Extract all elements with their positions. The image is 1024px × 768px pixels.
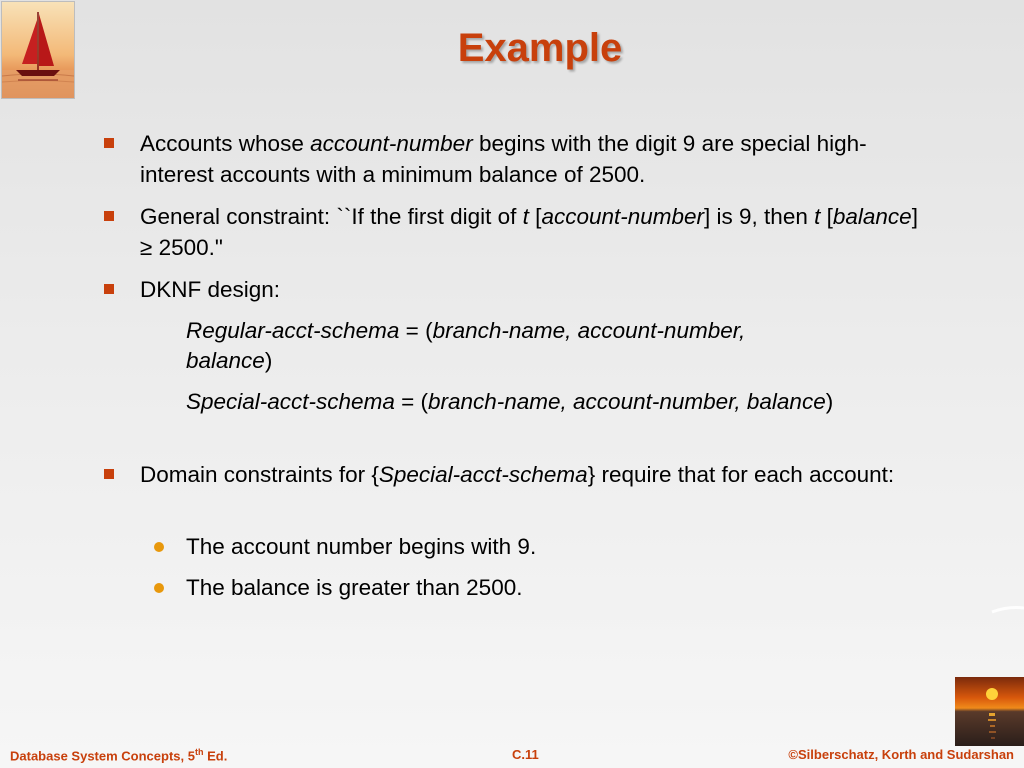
bullet-text: begins with the digit 9 are special high-interest accounts with a minimum balance of 2500. xyxy=(140,131,867,187)
bullet-text: Accounts whose xyxy=(140,131,311,156)
bullet-text: [ xyxy=(820,204,833,229)
schema-definition xyxy=(186,387,836,417)
bullet-text: Domain constraints for { xyxy=(140,462,379,487)
schema-name: Special-acct-schema xyxy=(186,389,395,414)
schema-definition xyxy=(186,316,836,376)
bullet-text: } require that for each account: xyxy=(587,462,895,487)
sub-bullet-text: The account number begins with 9. xyxy=(186,534,537,559)
schema-text: = ( xyxy=(399,318,433,343)
schema-text: = ( xyxy=(394,389,428,414)
footer-superscript: th xyxy=(194,747,204,757)
sunset-image xyxy=(955,677,1024,746)
bullet-text: DKNF design: xyxy=(140,277,281,302)
decorative-swoosh xyxy=(990,600,1024,620)
bullet-text: [ xyxy=(528,204,542,229)
sub-bullet-item xyxy=(186,572,886,603)
bullet-text: ] is 9, then xyxy=(704,204,815,229)
sub-bullet-item xyxy=(186,531,886,562)
bullet-text: General constraint: ``If the first digit of xyxy=(140,204,523,229)
bullet-text: ] ≥ 2500." xyxy=(140,204,918,260)
schema-name: Regular-acct-schema xyxy=(186,318,400,343)
schema-attributes: branch-name, account-number, balance xyxy=(427,389,826,414)
sub-bullet-text: The balance is greater than 2500. xyxy=(186,575,523,600)
bullet-emphasis: Special-acct-schema xyxy=(378,462,588,487)
bullet-emphasis: account-number xyxy=(541,204,705,229)
bullet-emphasis: t xyxy=(814,204,821,229)
footer-edition: Ed. xyxy=(203,748,228,764)
bullet-item xyxy=(140,201,930,263)
footer-book-title: Database System Concepts, 5 xyxy=(10,748,195,764)
bullet-emphasis: account-number xyxy=(310,131,473,156)
schema-attributes: branch-name, account-number, balance xyxy=(186,318,746,373)
bullet-item xyxy=(140,274,930,305)
footer-left xyxy=(10,747,227,763)
bullet-emphasis: balance xyxy=(832,204,912,229)
bullet-item xyxy=(140,128,930,190)
slide-title: Example xyxy=(457,26,623,70)
bullet-emphasis: t xyxy=(522,204,529,229)
footer-copyright: ©Silberschatz, Korth and Sudarshan xyxy=(788,747,1014,762)
schema-text: ) xyxy=(264,348,273,373)
schema-text: ) xyxy=(825,389,834,414)
bullet-item xyxy=(140,459,930,490)
footer-page-number: C.11 xyxy=(512,747,539,762)
